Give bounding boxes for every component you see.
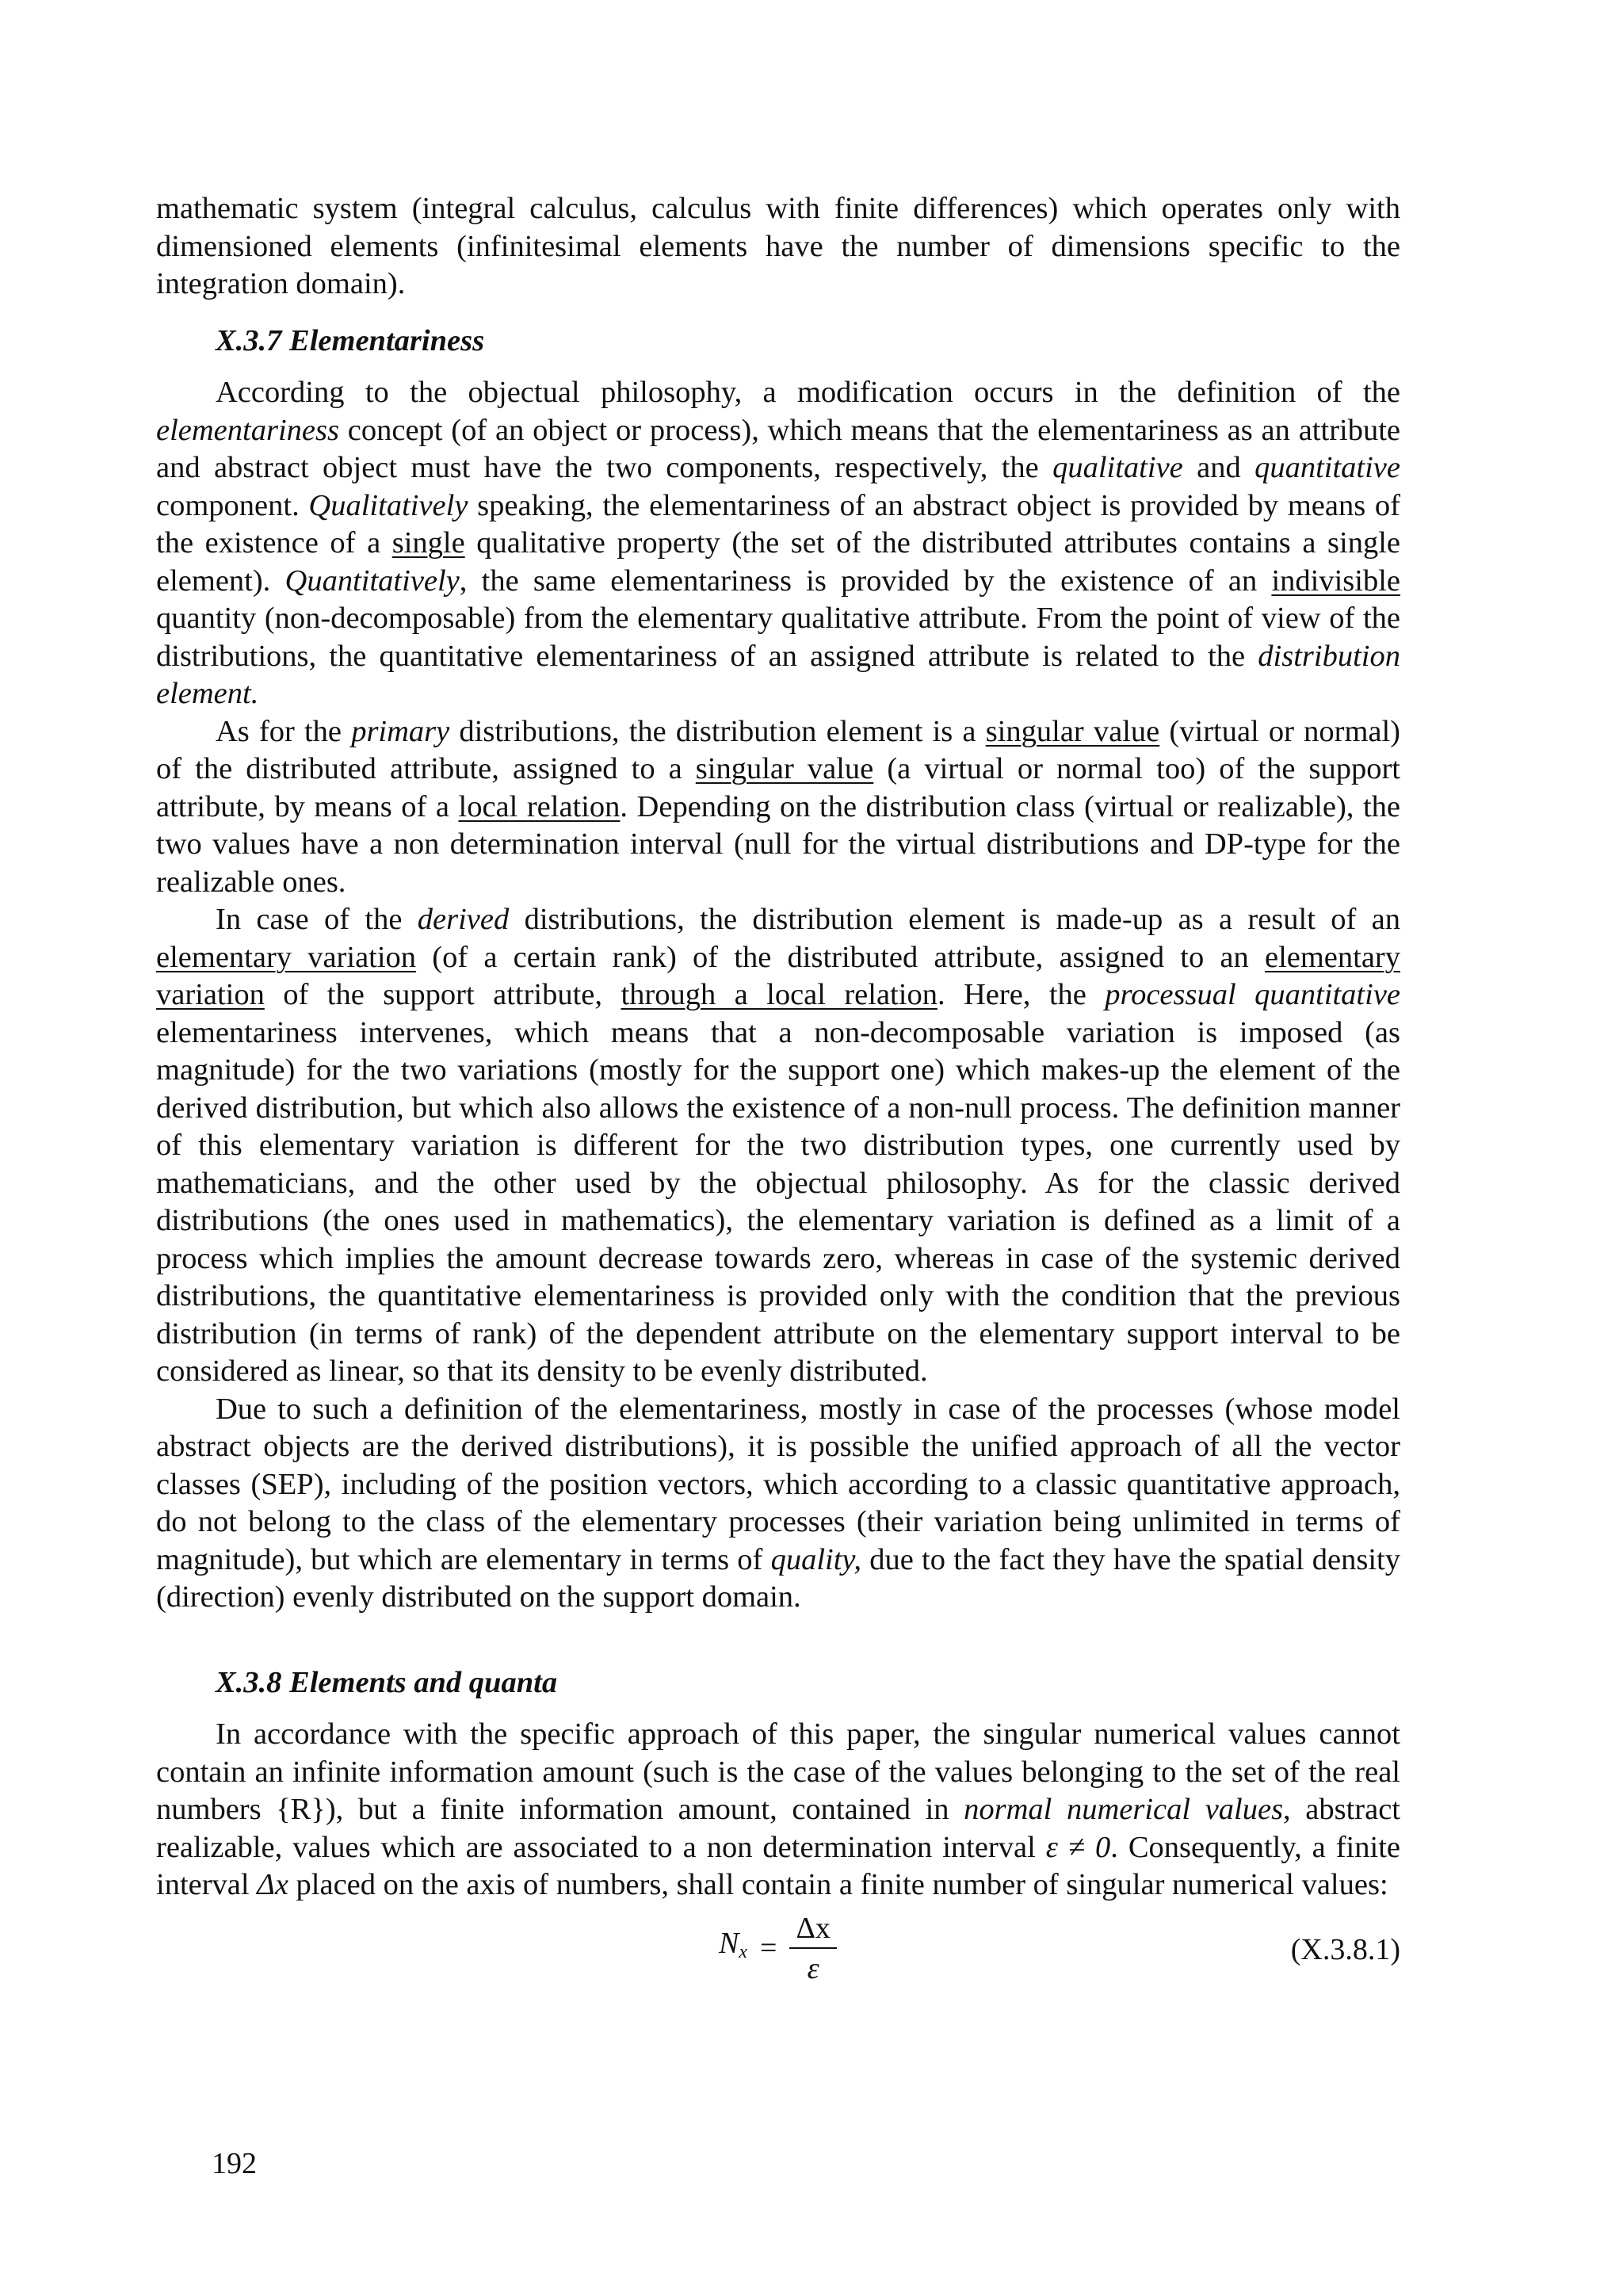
paragraph-unified-approach: Due to such a definition of the elementariness, mostly in case of the processes (whose model abstract objects are the derived distributions), it is possible the unified approach of all the vector classes (SEP), including of the position vectors, which according to a classic quantitative approach, do not belong to the class of the elementary processes (their variation being unlimited in terms of magnitude), but which are elementary in terms of quality, due to the fact they have the spatial density (direction) evenly distributed on the support domain. — [156, 1392, 1400, 1614]
equation-fraction — [789, 1909, 836, 1988]
continued-paragraph: mathematic system (integral calculus, calculus with finite differences) which operates only with dimensioned elements (infinitesimal elements have the number of dimensions specific to the integration domain). — [156, 192, 1400, 300]
equation-lhs: $N_x$ — [719, 1927, 748, 1963]
section-heading-elements-and-quanta: X.3.8 Elements and quanta — [216, 1665, 558, 1699]
paragraph-primary-distributions: As for the primary distributions, the distribution element is a singular value (virtual or normal) of the distributed attribute, assigned to a singular value (a virtual or normal too) of the support attribute, by means of a local relation. Depending on the distribution class (virtual or realizable), the two values have a non determination interval (null for the virtual distributions and DP-type for the realizable ones. — [156, 714, 1400, 899]
equation-numerator: Δx — [789, 1909, 836, 1949]
section-heading-elementariness: X.3.7 Elementariness — [216, 323, 485, 357]
paragraph-normal-numerical-values: In accordance with the specific approach of this paper, the singular numerical values cannot contain an infinite information amount (such is the case of the values belonging to the set of the real numbers {R}), but a finite information amount, contained in normal numerical values, abstract realizable, values which are associated to a non determination interval ε ≠ 0. Consequently, a finite interval Δx placed on the axis of numbers, shall contain a finite number of singular numerical values: — [156, 1717, 1400, 1901]
page-number: 192 — [212, 2147, 257, 2180]
equation-denominator: ε — [807, 1951, 819, 1985]
equation-x-3-8-1 — [156, 1909, 1400, 1998]
equation-body — [719, 1909, 837, 1988]
page-content — [156, 190, 1400, 1998]
paragraph-elementariness-definition: According to the objectual philosophy, a modification occurs in the definition of the elementariness concept (of an object or process), which means that the elementariness as an attribute and abstract object must have the two components, respectively, the qualitative and quantitative component. Qualitatively speaking, the elementariness of an abstract object is provided by means of the existence of a single qualitative property (the set of the distributed attributes contains a single element). Quantitatively, the same elementariness is provided by the existence of an indivisible quantity (non-decomposable) from the elementary qualitative attribute. From the point of view of the distributions, the quantitative elementariness of an assigned attribute is related to the distribution element. — [156, 376, 1401, 710]
equation-equals-sign: = — [760, 1931, 777, 1965]
paragraph-derived-distributions: In case of the derived distributions, the distribution element is made-up as a result of an elementary variation (of a certain rank) of the distributed attribute, assigned to an elementary variation of the support attribute, through a local relation. Here, the processual quantitative elementariness intervenes, which means that a non-decomposable variation is imposed (as magnitude) for the two variations (mostly for the support one) which makes-up the element of the derived distribution, but which also allows the existence of a non-null process. The definition manner of this elementary variation is different for the two distribution types, one currently used by mathematicians, and the other used by the objectual philosophy. As for the classic derived distributions (the ones used in mathematics), the elementary variation is defined as a limit of a process which implies the amount decrease towards zero, whereas in case of the systemic derived distributions, the quantitative elementariness is provided only with the condition that the previous distribution (in terms of rank) of the dependent attribute on the elementary support interval to be considered as linear, so that its density to be evenly distributed. — [156, 903, 1400, 1388]
equation-label: (X.3.8.1) — [1290, 1932, 1400, 1966]
